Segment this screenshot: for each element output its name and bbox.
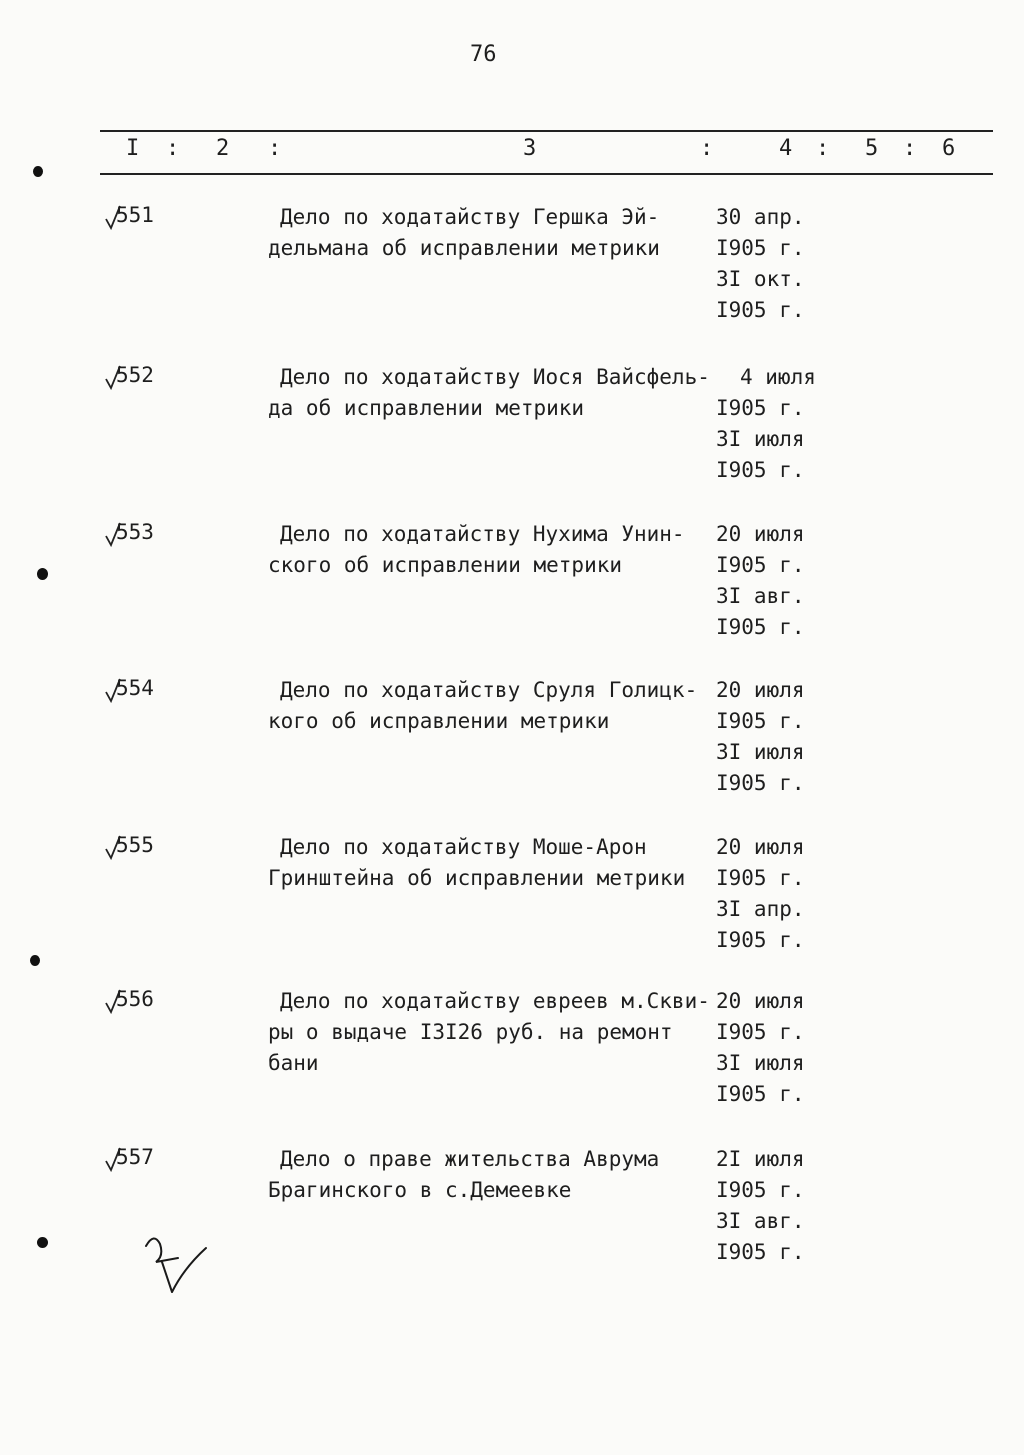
punch-hole-mark (37, 1237, 48, 1248)
entry-number: 557 (116, 1145, 154, 1169)
inventory-entry (0, 520, 1024, 670)
entry-start-date: 20 июля (716, 989, 805, 1013)
column-separator: : (903, 136, 917, 161)
entry-end-date: 3I июля (716, 740, 805, 764)
column-header-3: 3 (523, 136, 537, 161)
entry-number: 556 (116, 987, 154, 1011)
entry-start-date: 4 июля (740, 365, 816, 389)
page-number: 76 (470, 42, 497, 67)
entry-description-line: Гринштейна об исправлении метрики (268, 866, 686, 890)
column-header-5: 5 (865, 136, 879, 161)
entry-description-line: бани (268, 1051, 319, 1075)
entry-description-line: Дело по ходатайству Иося Вайсфель- (280, 365, 710, 389)
entry-start-date: 20 июля (716, 678, 805, 702)
column-separator: : (816, 136, 830, 161)
entry-start-year: I905 г. (716, 1020, 805, 1044)
entry-end-date: 3I авг. (716, 584, 805, 608)
entry-description-line: дельмана об исправлении метрики (268, 236, 660, 260)
entry-end-year: I905 г. (716, 771, 805, 795)
entry-end-date: 3I авг. (716, 1209, 805, 1233)
entry-end-date: 3I апр. (716, 897, 805, 921)
inventory-entry (0, 203, 1024, 353)
entry-start-year: I905 г. (716, 396, 805, 420)
entry-number: 554 (116, 676, 154, 700)
punch-hole-mark (37, 568, 48, 580)
entry-description-line: Дело по ходатайству Гершка Эй- (280, 205, 660, 229)
entry-end-year: I905 г. (716, 1082, 805, 1106)
inventory-entry (0, 363, 1024, 513)
table-header-top-rule (100, 130, 993, 132)
entry-end-date: 3I июля (716, 427, 805, 451)
inventory-entry (0, 833, 1024, 983)
entry-description-line: ры о выдаче I3I26 руб. на ремонт (268, 1020, 673, 1044)
column-separator: : (166, 136, 180, 161)
column-header-6: 6 (942, 136, 956, 161)
punch-hole-mark (33, 166, 43, 177)
table-header-bottom-rule (100, 173, 993, 175)
entry-description-line: Дело по ходатайству Сруля Голицк- (280, 678, 698, 702)
entry-number: 555 (116, 833, 154, 857)
entry-description-line: Дело по ходатайству Моше-Арон (280, 835, 647, 859)
handwritten-signature-icon (138, 1228, 210, 1298)
entry-start-date: 20 июля (716, 522, 805, 546)
entry-description-line: Брагинского в с.Демеевке (268, 1178, 572, 1202)
entry-start-year: I905 г. (716, 553, 805, 577)
entry-number: 552 (116, 363, 154, 387)
entry-start-year: I905 г. (716, 1178, 805, 1202)
entry-description-line: ского об исправлении метрики (268, 553, 623, 577)
entry-start-year: I905 г. (716, 709, 805, 733)
entry-end-date: 3I июля (716, 1051, 805, 1075)
entry-description-line: да об исправлении метрики (268, 396, 585, 420)
entry-end-year: I905 г. (716, 298, 805, 322)
entry-end-year: I905 г. (716, 458, 805, 482)
entry-start-date: 2I июля (716, 1147, 805, 1171)
punch-hole-mark (30, 955, 40, 966)
column-header-1: I (126, 136, 140, 161)
column-header-4: 4 (779, 136, 793, 161)
entry-description-line: Дело по ходатайству евреев м.Скви- (280, 989, 710, 1013)
entry-description-line: Дело по ходатайству Нухима Унин- (280, 522, 685, 546)
entry-start-date: 30 апр. (716, 205, 805, 229)
entry-description-line: кого об исправлении метрики (268, 709, 610, 733)
column-separator: : (268, 136, 282, 161)
inventory-entry (0, 676, 1024, 826)
column-separator: : (700, 136, 714, 161)
entry-end-year: I905 г. (716, 1240, 805, 1264)
entry-start-year: I905 г. (716, 236, 805, 260)
entry-end-date: 3I окт. (716, 267, 805, 291)
entry-number: 553 (116, 520, 154, 544)
entry-number: 551 (116, 203, 154, 227)
entry-start-date: 20 июля (716, 835, 805, 859)
entry-start-year: I905 г. (716, 866, 805, 890)
entry-description-line: Дело о праве жительства Аврума (280, 1147, 660, 1171)
inventory-entry (0, 987, 1024, 1137)
column-header-2: 2 (216, 136, 230, 161)
entry-end-year: I905 г. (716, 615, 805, 639)
entry-end-year: I905 г. (716, 928, 805, 952)
